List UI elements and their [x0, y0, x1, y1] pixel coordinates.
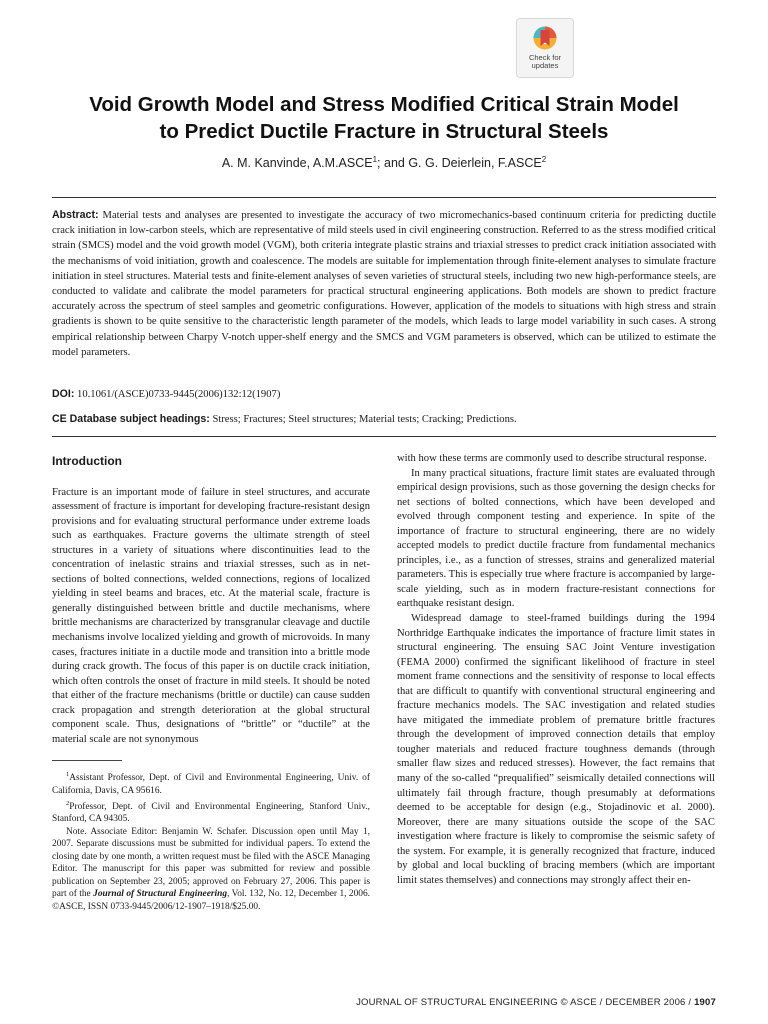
footnote-2	[52, 798, 370, 826]
page-number: 1907	[694, 997, 716, 1008]
abstract-bottom-rule	[52, 436, 716, 437]
author-deierlein: ; and G. G. Deierlein, F.ASCE	[377, 156, 542, 171]
page-footer	[356, 997, 716, 1008]
intro-paragraph-3: In many practical situations, fracture limit states are evaluated through empirical design provisions, such as those governing the design checks for net sections of bolted connections, which have been developed and evolved through component testing and experience. In spite of the importance of fracture to structural engineering, there are no widely accepted models to predict ductile fracture from fundamental mechanics principles, i.e., as a function of stresses, strains and generalized material parameters. This is especially true where fracture is accompanied by large-scale yielding, such as in modern fracture-resistant connections for earthquake resistant design.	[397, 467, 715, 610]
footnote-1	[52, 769, 370, 797]
abstract-text: Material tests and analyses are presented to investigate the accuracy of two micromechanics-based continuum criteria for predicting ductile crack initiation in low-carbon steels, which are representative of mild steels used in civil engineering construction. Referred to as the stress modified critical strain (SMCS) model and the void growth model (VGM), both criteria integrate plastic strains and triaxial stresses to predict crack initiation associated with the mechanisms of void initiation, growth and coalescence. The models are suitable for implementation through finite-element analyses to simulate fracture initiation in steel structures. Material tests and finite-element analyses of seven varieties of structural steels, including two new high-performance steels, are conducted to validate and calibrate the model parameters for practical structural engineering applications. Both models are shown to predict fracture accurately across the spectrum of steel samples and geometric configurations. However, application of the models to situations with high stress and strain gradients is shown to be quite sensitive to the characteristic length parameter of the models, which leads to large model variability in such cases. A strong empirical relationship between Charpy V-notch upper-shelf energy and the SMCS and VGM parameters is observed, which can be utilized to estimate the model parameters.	[52, 210, 716, 358]
author-kanvinde: A. M. Kanvinde, A.M.ASCE	[221, 156, 373, 171]
editorial-note-journal: Journal of Structural Engineering	[93, 889, 228, 900]
footnote-rule	[52, 760, 122, 761]
subject-headings	[52, 413, 716, 425]
check-for-updates-badge[interactable]	[516, 18, 574, 78]
doi-line	[52, 388, 716, 400]
editorial-note-text-a: Note. Associate Editor: Benjamin W. Schafer. Discussion open until May 1, 2007. Separate discussions must be submitted for individual papers. To extend the closing date by one month, a written request must be filed with the ASCE Managing Editor. The manuscript for this paper was submitted for review and possible publication on September 23, 2005; approved on February 27, 2006. This paper is part of the	[52, 826, 370, 900]
author-affil-1: 1	[372, 155, 378, 164]
intro-paragraph-1: Fracture is an important mode of failure in steel structures, and accurate assessment of fracture is important for developing fracture-resistant design provisions and for evaluating structural performance under extreme loads such as earthquakes. Fracture governs the ultimate strength of steel structures in a variety of situations where discontinuities lead to the concentration of inelastic strains and triaxial stresses, such as in net-sections of bolted connections, welded connections, regions of localized yielding in steel beams and braces, etc. At the material scale, fracture is generally distinguished between brittle and ductile mechanisms, where brittle mechanisms are characterized by transgranular cleavage and ductile mechanisms involve localized yielding and growth of microvoids. In many cases, fractures initiate in a ductile mode and transition into a brittle mode during crack growth. The focus of this paper is on ductile crack initiation, which often controls the onset of fracture in mild steels. It should be noted that either of the fracture mechanisms (brittle or ductile) can cause sudden crack propagation and strength deterioration at the global structural component scale. Thus, designations of “brittle” or “ductile” at the material scale are not synonymous	[52, 486, 370, 745]
footnote-2-marker: 2	[66, 799, 70, 807]
right-column	[397, 452, 715, 888]
abstract-top-rule	[52, 197, 716, 198]
badge-label-line1: Check for	[528, 53, 562, 62]
author-affil-2: 2	[541, 155, 547, 164]
editorial-note	[52, 826, 370, 914]
footer-journal-text: JOURNAL OF STRUCTURAL ENGINEERING © ASCE / DECEMBER 2006 /	[356, 997, 695, 1008]
doi-link[interactable]: 10.1061/(ASCE)0733-9445(2006)132:12(1907)	[77, 389, 281, 400]
left-column	[52, 452, 370, 913]
doi-label: DOI:	[52, 388, 75, 400]
abstract	[52, 208, 716, 360]
badge-label-line2: updates	[531, 61, 559, 70]
subject-headings-label: CE Database subject headings:	[52, 413, 210, 425]
intro-paragraph-2: with how these terms are commonly used to describe structural response.	[397, 453, 707, 464]
footnote-1-marker: 1	[66, 771, 70, 779]
abstract-label: Abstract:	[52, 209, 99, 221]
paper-title-line1: Void Growth Model and Stress Modified Critical Strain Model	[89, 93, 679, 116]
section-heading-introduction: Introduction	[52, 454, 122, 468]
author-line	[40, 155, 728, 170]
paper-title	[40, 91, 728, 145]
paper-title-line2: to Predict Ductile Fracture in Structural Steels	[159, 120, 609, 143]
editorial-note-text-b: , Vol. 132, No. 12, December 1, 2006. ©ASCE, ISSN 0733-9445/2006/12-1907–1918/$25.00.	[52, 889, 370, 912]
footnote-1-text: Assistant Professor, Dept. of Civil and Environmental Engineering, Univ. of California, Davis, CA 95616.	[52, 773, 370, 797]
check-for-updates-icon	[532, 25, 558, 53]
subject-headings-value: Stress; Fractures; Steel structures; Material tests; Cracking; Predictions.	[212, 414, 517, 425]
intro-paragraph-4: Widespread damage to steel-framed buildings during the 1994 Northridge Earthquake indicates the importance of fracture limit states in structural engineering. The ensuing SAC Joint Venture investigation (FEMA 2000) confirmed the significant likelihood of fracture in steel moment frame connections and the sensitivity of response to local effects that are difficult to quantify with conventional structural engineering and fracture mechanics models. The SAC investigation and related studies have mitigated the immediate problem of premature brittle fractures through the development of improved connection details that employ tougher materials and reduced fracture toughness demands (through smaller flaw sizes and reduced stresses). However, the fact remains that many of the so-called “prequalified” seismically detailed connections will ultimately fail through fracture, though presumably at deformations deemed to be acceptable for design (e.g., Stojadinovic et al. 2000). Moreover, there are many situations outside the scope of the SAC investigation where fracture is likely to compromise the seismic safety of the system. For example, it is generally recognized that fracture, induced by global and local buckling of bracing members (which are important limit states themselves) and connections may strongly affect their en-	[397, 613, 715, 886]
footnote-2-text: Professor, Dept. of Civil and Environmental Engineering, Stanford Univ., Stanford, CA 94305.	[52, 801, 370, 825]
